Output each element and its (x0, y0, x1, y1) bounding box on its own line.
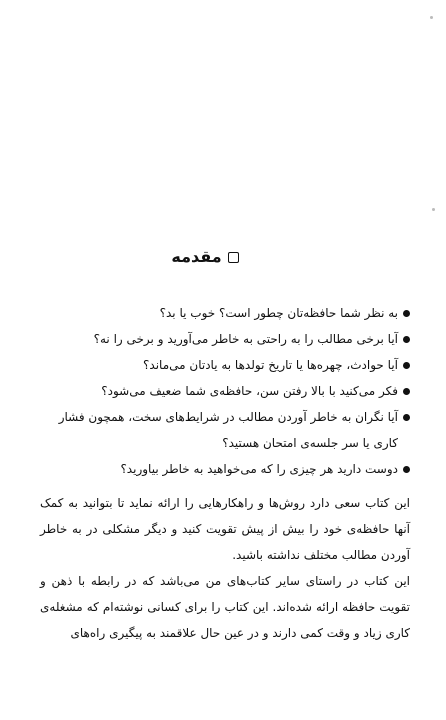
scan-speck (430, 16, 433, 19)
list-item: به نظر شما حافظه‌تان چطور است؟ خوب یا بد؟ (40, 300, 410, 326)
scan-speck (432, 208, 435, 211)
section-heading (150, 246, 260, 268)
question-list (40, 300, 410, 482)
bullet-icon (403, 362, 410, 369)
paragraph: این کتاب در راستای سایر کتاب‌های من می‌باشد که در رابطه با ذهن و تقویت حافظه ارائه شده‌اند. این کتاب را برای کسانی نوشته‌ام که مشغله‌ی کاری زیاد و وقت کمی دارند و در عین حال علاقمند به پیگیری راه‌های (40, 574, 410, 640)
body-text (40, 490, 410, 646)
bullet-icon (403, 388, 410, 395)
paragraph: این کتاب سعی دارد روش‌ها و راهکارهایی را ارائه نماید تا بتوانید به کمک آنها حافظه‌ی خود را بیش از پیش تقویت کنید و دیگر مشکلی در به خاطر آوردن مطالب مختلف نداشته باشید. (40, 496, 410, 562)
bullet-icon (403, 466, 410, 473)
list-item: آیا حوادث، چهره‌ها یا تاریخ تولدها به یادتان می‌ماند؟ (40, 352, 410, 378)
list-item: آیا نگران به خاطر آوردن مطالب در شرایط‌های سخت، همچون فشار کاری یا سر جلسه‌ی امتحان هستید؟ (40, 404, 410, 456)
list-item: دوست دارید هر چیزی را که می‌خواهید به خاطر بیاورید؟ (40, 456, 410, 482)
heading-text: مقدمه (171, 247, 222, 266)
bullet-icon (403, 310, 410, 317)
heading-box-icon (228, 252, 239, 263)
list-item: فکر می‌کنید با بالا رفتن سن، حافظه‌ی شما ضعیف می‌شود؟ (40, 378, 410, 404)
bullet-icon (403, 336, 410, 343)
bullet-icon (403, 414, 410, 421)
list-item: آیا برخی مطالب را به راحتی به خاطر می‌آورید و برخی را نه؟ (40, 326, 410, 352)
